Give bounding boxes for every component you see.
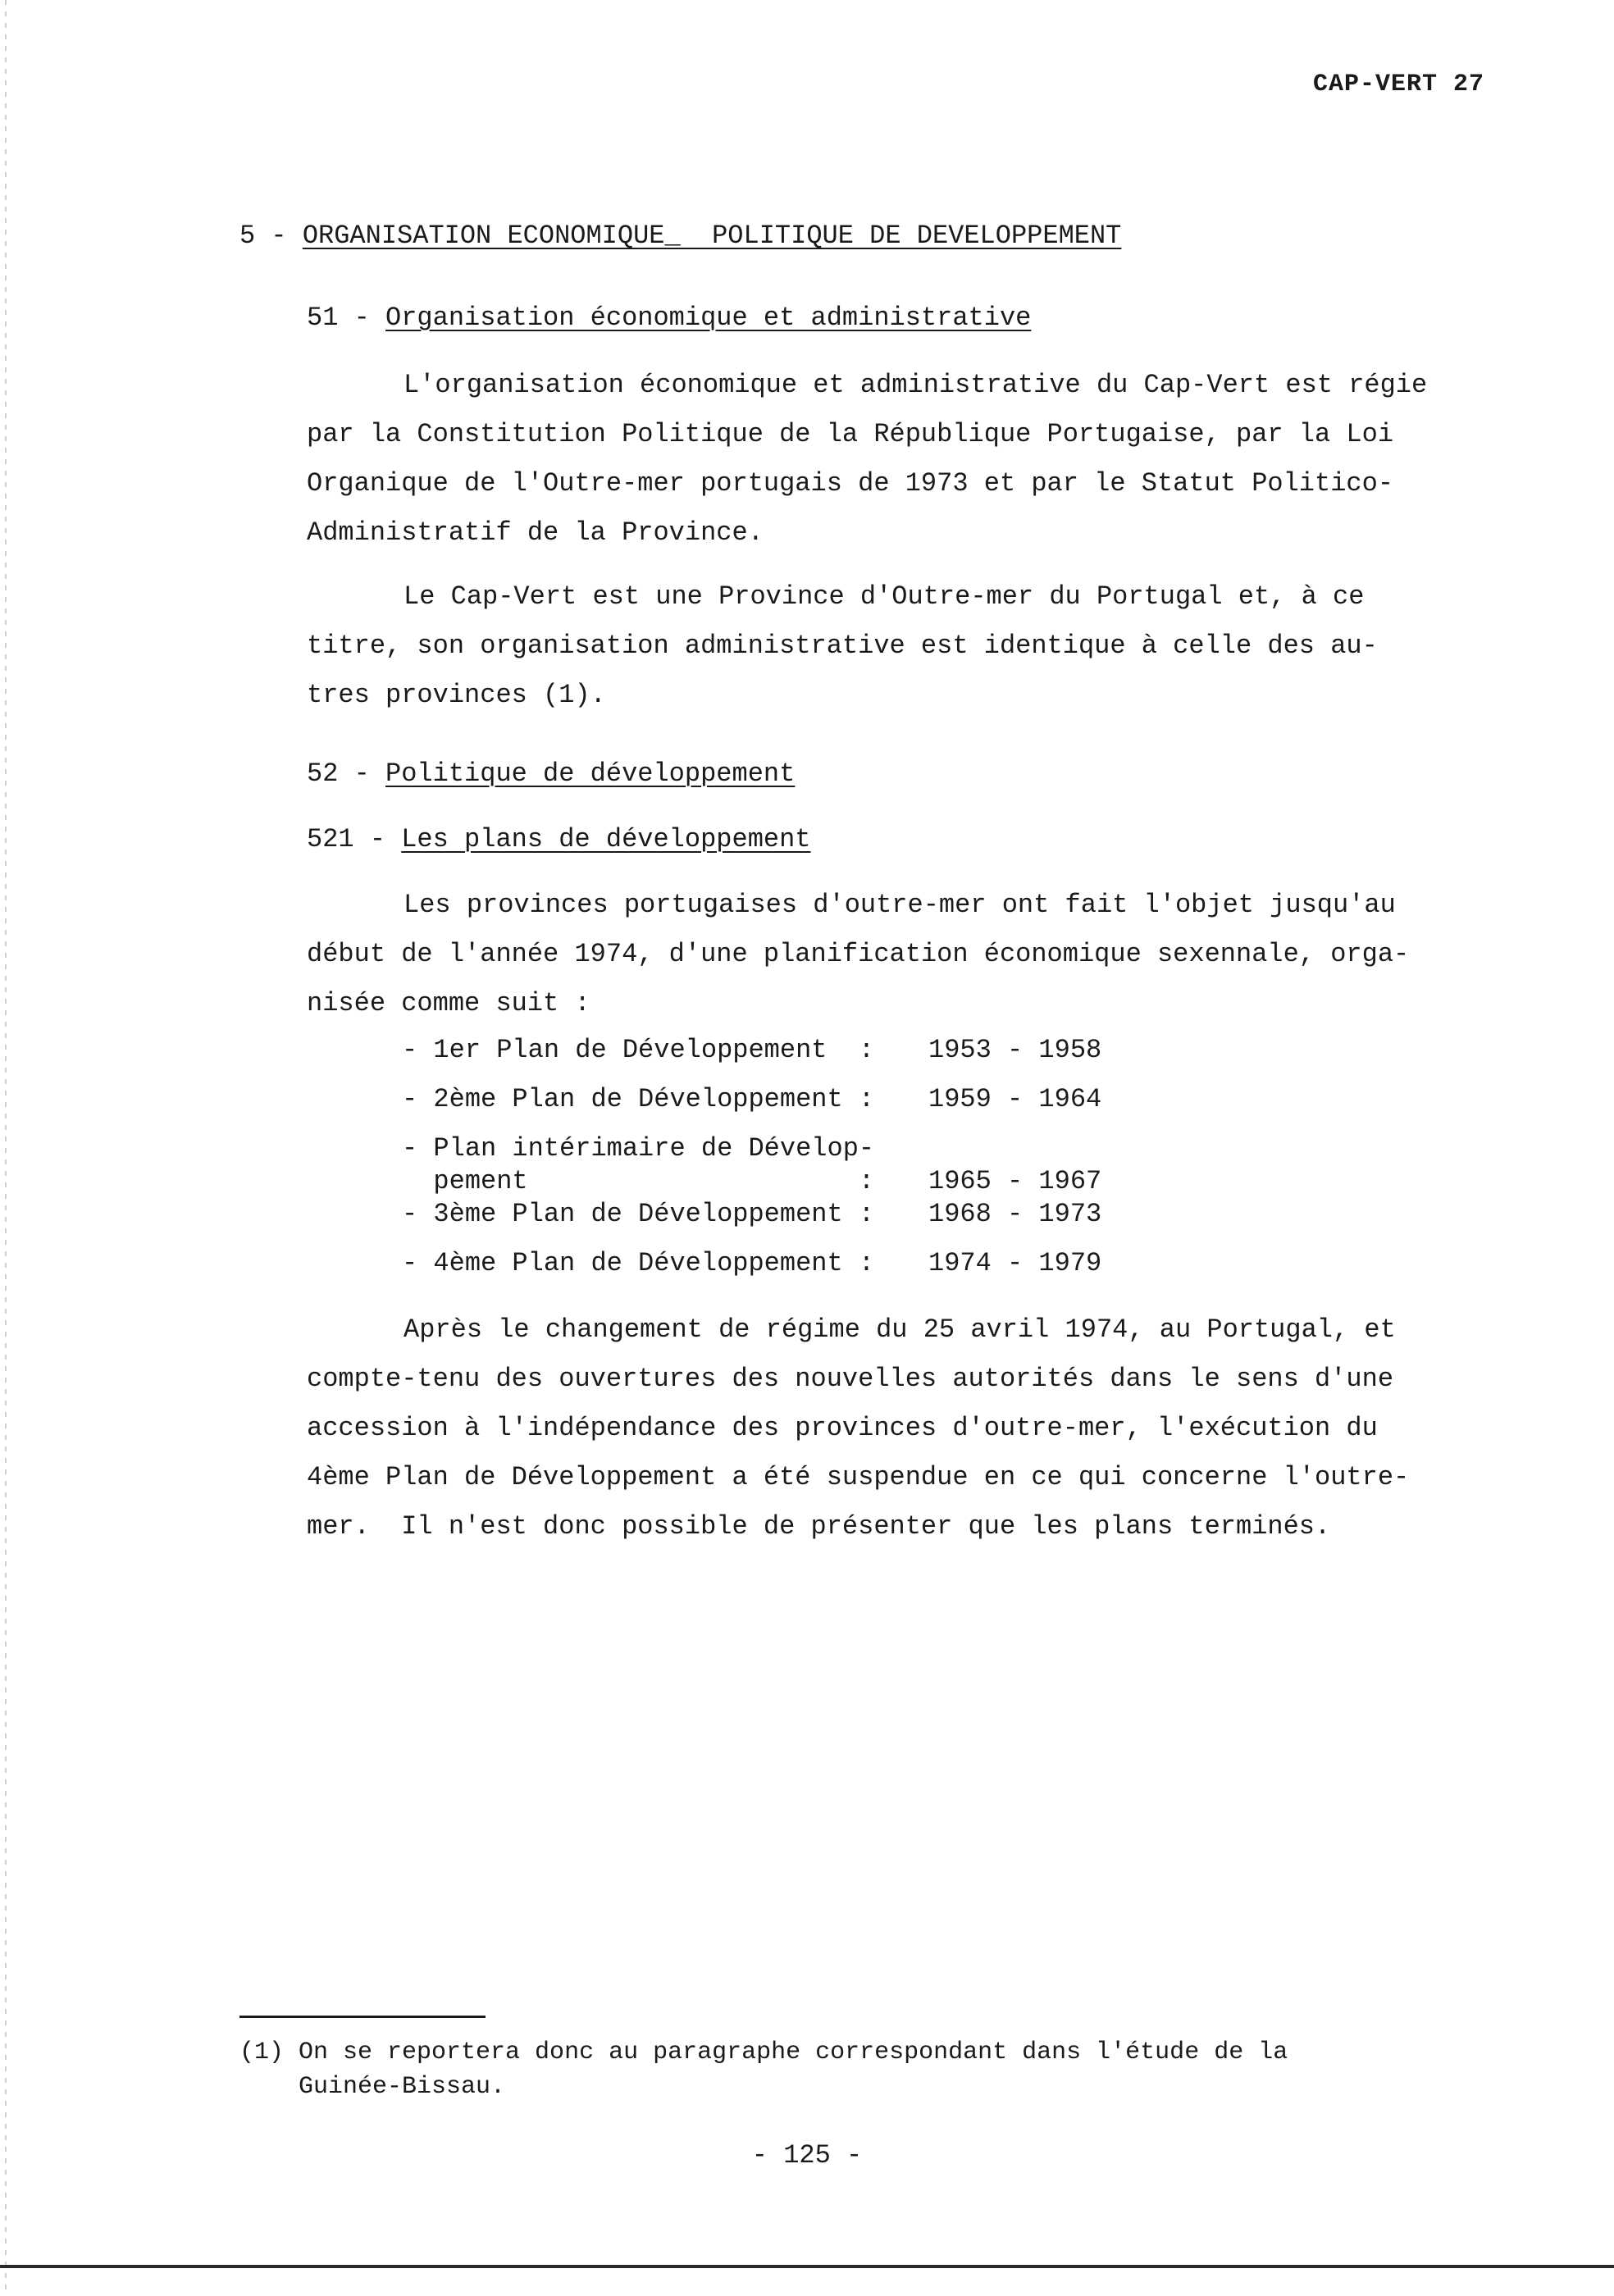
plan-years: 1974 - 1979 [928, 1248, 1102, 1278]
subsection-52-title: Politique de développement [385, 758, 796, 789]
section-heading [239, 212, 1121, 261]
subsection-51-title: Organisation économique et administrative [385, 303, 1032, 333]
plan-years: 1968 - 1973 [928, 1199, 1102, 1229]
paragraph-51-2 [307, 572, 1471, 720]
paragraph-line: accession à l'indépendance des provinces d'outre-mer, l'exécution du [307, 1413, 1378, 1443]
plan-label: pement : [402, 1166, 875, 1196]
paragraph-line: par la Constitution Politique de la République Portugaise, par la Loi [307, 419, 1394, 449]
plan-label: - 4ème Plan de Développement : [402, 1248, 875, 1278]
plan-label: - 3ème Plan de Développement : [402, 1199, 875, 1229]
scan-edge-artifact [5, 0, 7, 2296]
page-number: - 125 - [751, 2140, 863, 2171]
paragraph-line: Les provinces portugaises d'outre-mer ont fait l'objet jusqu'au [404, 890, 1396, 920]
subsection-521-number: 521 - [307, 824, 386, 854]
plan-row [402, 1084, 874, 1114]
plan-end-year: 1973 [1038, 1199, 1102, 1229]
plan-start-year: 1965 [928, 1166, 992, 1196]
plan-label: - Plan intérimaire de Dévelop- [402, 1133, 875, 1164]
paragraph-line: tres provinces (1). [307, 680, 606, 710]
running-header: CAP-VERT 27 [1312, 71, 1484, 98]
bottom-border [0, 2265, 1614, 2268]
subsection-52-heading [307, 749, 795, 799]
paragraph-line: Après le changement de régime du 25 avril 1974, au Portugal, et [404, 1314, 1396, 1345]
section-number: 5 - [239, 221, 287, 251]
subsection-51-number: 51 - [307, 303, 370, 333]
paragraph-line: début de l'année 1974, d'une planification économique sexennale, orga- [307, 939, 1410, 969]
plan-years: 1965 - 1967 [928, 1166, 1102, 1196]
paragraph-line: Administratif de la Province. [307, 517, 764, 548]
plan-end-year: 1967 [1038, 1166, 1102, 1196]
subsection-52-number: 52 - [307, 758, 370, 789]
plan-row [402, 1133, 874, 1164]
plan-years: 1959 - 1964 [928, 1084, 1102, 1114]
section-title: ORGANISATION ECONOMIQUE_ POLITIQUE DE DEVELOPPEMENT [302, 221, 1122, 251]
paragraph-line: Le Cap-Vert est une Province d'Outre-mer du Portugal et, à ce [404, 581, 1365, 612]
footnote [239, 2035, 1288, 2104]
plan-label: - 1er Plan de Développement : [402, 1035, 875, 1065]
plan-row [402, 1035, 874, 1065]
plan-label: - 2ème Plan de Développement : [402, 1084, 875, 1114]
paragraph-line: nisée comme suit : [307, 988, 590, 1018]
plan-end-year: 1958 [1038, 1035, 1102, 1065]
plan-row [402, 1199, 874, 1229]
subsection-521-title: Les plans de développement [401, 824, 811, 854]
plan-start-year: 1974 [928, 1248, 992, 1278]
paragraph-521-1 [307, 881, 1471, 1028]
footnote-line: Guinée-Bissau. [239, 2073, 506, 2101]
paragraph-line: L'organisation économique et administrative du Cap-Vert est régie [404, 370, 1428, 400]
subsection-51-heading [307, 294, 1031, 343]
plan-end-year: 1979 [1038, 1248, 1102, 1278]
plan-end-year: 1964 [1038, 1084, 1102, 1114]
paragraph-521-2 [307, 1305, 1471, 1551]
plan-start-year: 1953 [928, 1035, 992, 1065]
plan-start-year: 1968 [928, 1199, 992, 1229]
paragraph-line: titre, son organisation administrative est identique à celle des au- [307, 631, 1378, 661]
paragraph-line: 4ème Plan de Développement a été suspendue en ce qui concerne l'outre- [307, 1462, 1410, 1492]
plan-row [402, 1166, 874, 1196]
plan-start-year: 1959 [928, 1084, 992, 1114]
plan-row [402, 1248, 874, 1278]
paragraph-line: compte-tenu des ouvertures des nouvelles autorités dans le sens d'une [307, 1364, 1394, 1394]
paragraph-line: Organique de l'Outre-mer portugais de 1973 et par le Statut Politico- [307, 468, 1394, 499]
plan-years: 1953 - 1958 [928, 1035, 1102, 1065]
footnote-divider [239, 2016, 486, 2018]
paragraph-51-1 [307, 361, 1471, 558]
paragraph-line: mer. Il n'est donc possible de présenter que les plans terminés. [307, 1511, 1331, 1542]
footnote-line: (1) On se reportera donc au paragraphe correspondant dans l'étude de la [239, 2039, 1288, 2066]
subsection-521-heading [307, 815, 811, 864]
